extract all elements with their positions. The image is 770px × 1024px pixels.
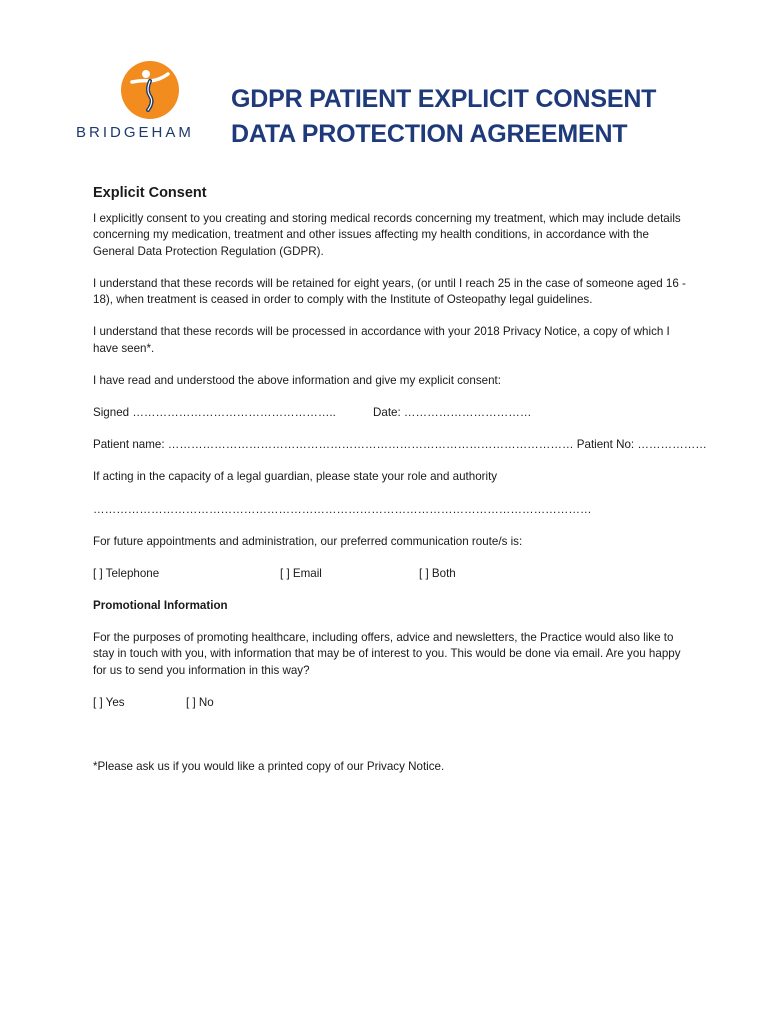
signature-field[interactable]: Signed …………………………………………….. — [93, 406, 336, 420]
guardian-role-field[interactable]: ………………………………………………………………………………………………………………… — [93, 502, 592, 516]
signature-row — [93, 405, 693, 421]
spine-figure-icon — [120, 60, 180, 120]
promotional-options — [93, 695, 693, 711]
form-body — [93, 185, 707, 775]
telephone-checkbox[interactable]: [ ] Telephone — [93, 566, 160, 580]
communication-options — [93, 566, 693, 582]
email-checkbox[interactable]: [ ] Email — [280, 566, 322, 580]
both-checkbox[interactable]: [ ] Both — [419, 566, 456, 580]
consent-paragraph-1: I explicitly consent to you creating and storing medical records concerning my treatment, which may include details concerning my medication, treatment and other issues affecting my health conditions, in accordance with the General Data Protection Regulation (GDPR). — [93, 212, 681, 258]
title-line-2: DATA PROTECTION AGREEMENT — [231, 120, 628, 148]
explicit-consent-heading: Explicit Consent — [93, 185, 207, 201]
guardian-prompt: If acting in the capacity of a legal guardian, please state your role and authority — [93, 470, 498, 484]
bridgeham-logo — [76, 60, 216, 150]
yes-checkbox[interactable]: [ ] Yes — [93, 695, 125, 709]
promotional-paragraph: For the purposes of promoting healthcare, including offers, advice and newsletters, the Practice would also like to stay in touch with you, with information that may be of interest to you. This would be done via email. Are you happy for us to send you information in this way? — [93, 630, 681, 677]
date-field[interactable]: Date: …………………………… — [373, 406, 532, 420]
page-title — [231, 82, 656, 152]
title-line-1: GDPR PATIENT EXPLICIT CONSENT — [231, 85, 657, 113]
patient-name-field[interactable]: Patient name: …………………………………………………………………………………………… Patient No: ……………… — [93, 438, 707, 452]
consent-paragraph-4: I have read and understood the above information and give my explicit consent: — [93, 374, 501, 388]
privacy-footnote: *Please ask us if you would like a printed copy of our Privacy Notice. — [93, 759, 445, 773]
consent-paragraph-2: I understand that these records will be retained for eight years, (or until I reach 25 in the case of someone aged 16 - 18), when treatment is ceased in order to comply with the Institute of Osteopathy legal guidelines. — [93, 276, 686, 307]
communication-prompt: For future appointments and administration, our preferred communication route/s is: — [93, 534, 523, 548]
promotional-heading: Promotional Information — [93, 598, 228, 612]
consent-paragraph-3: I understand that these records will be processed in accordance with your 2018 Privacy Notice, a copy of which I have seen*. — [93, 325, 670, 355]
no-checkbox[interactable]: [ ] No — [186, 695, 214, 709]
brand-wordmark: BRIDGEHAM — [76, 124, 194, 141]
